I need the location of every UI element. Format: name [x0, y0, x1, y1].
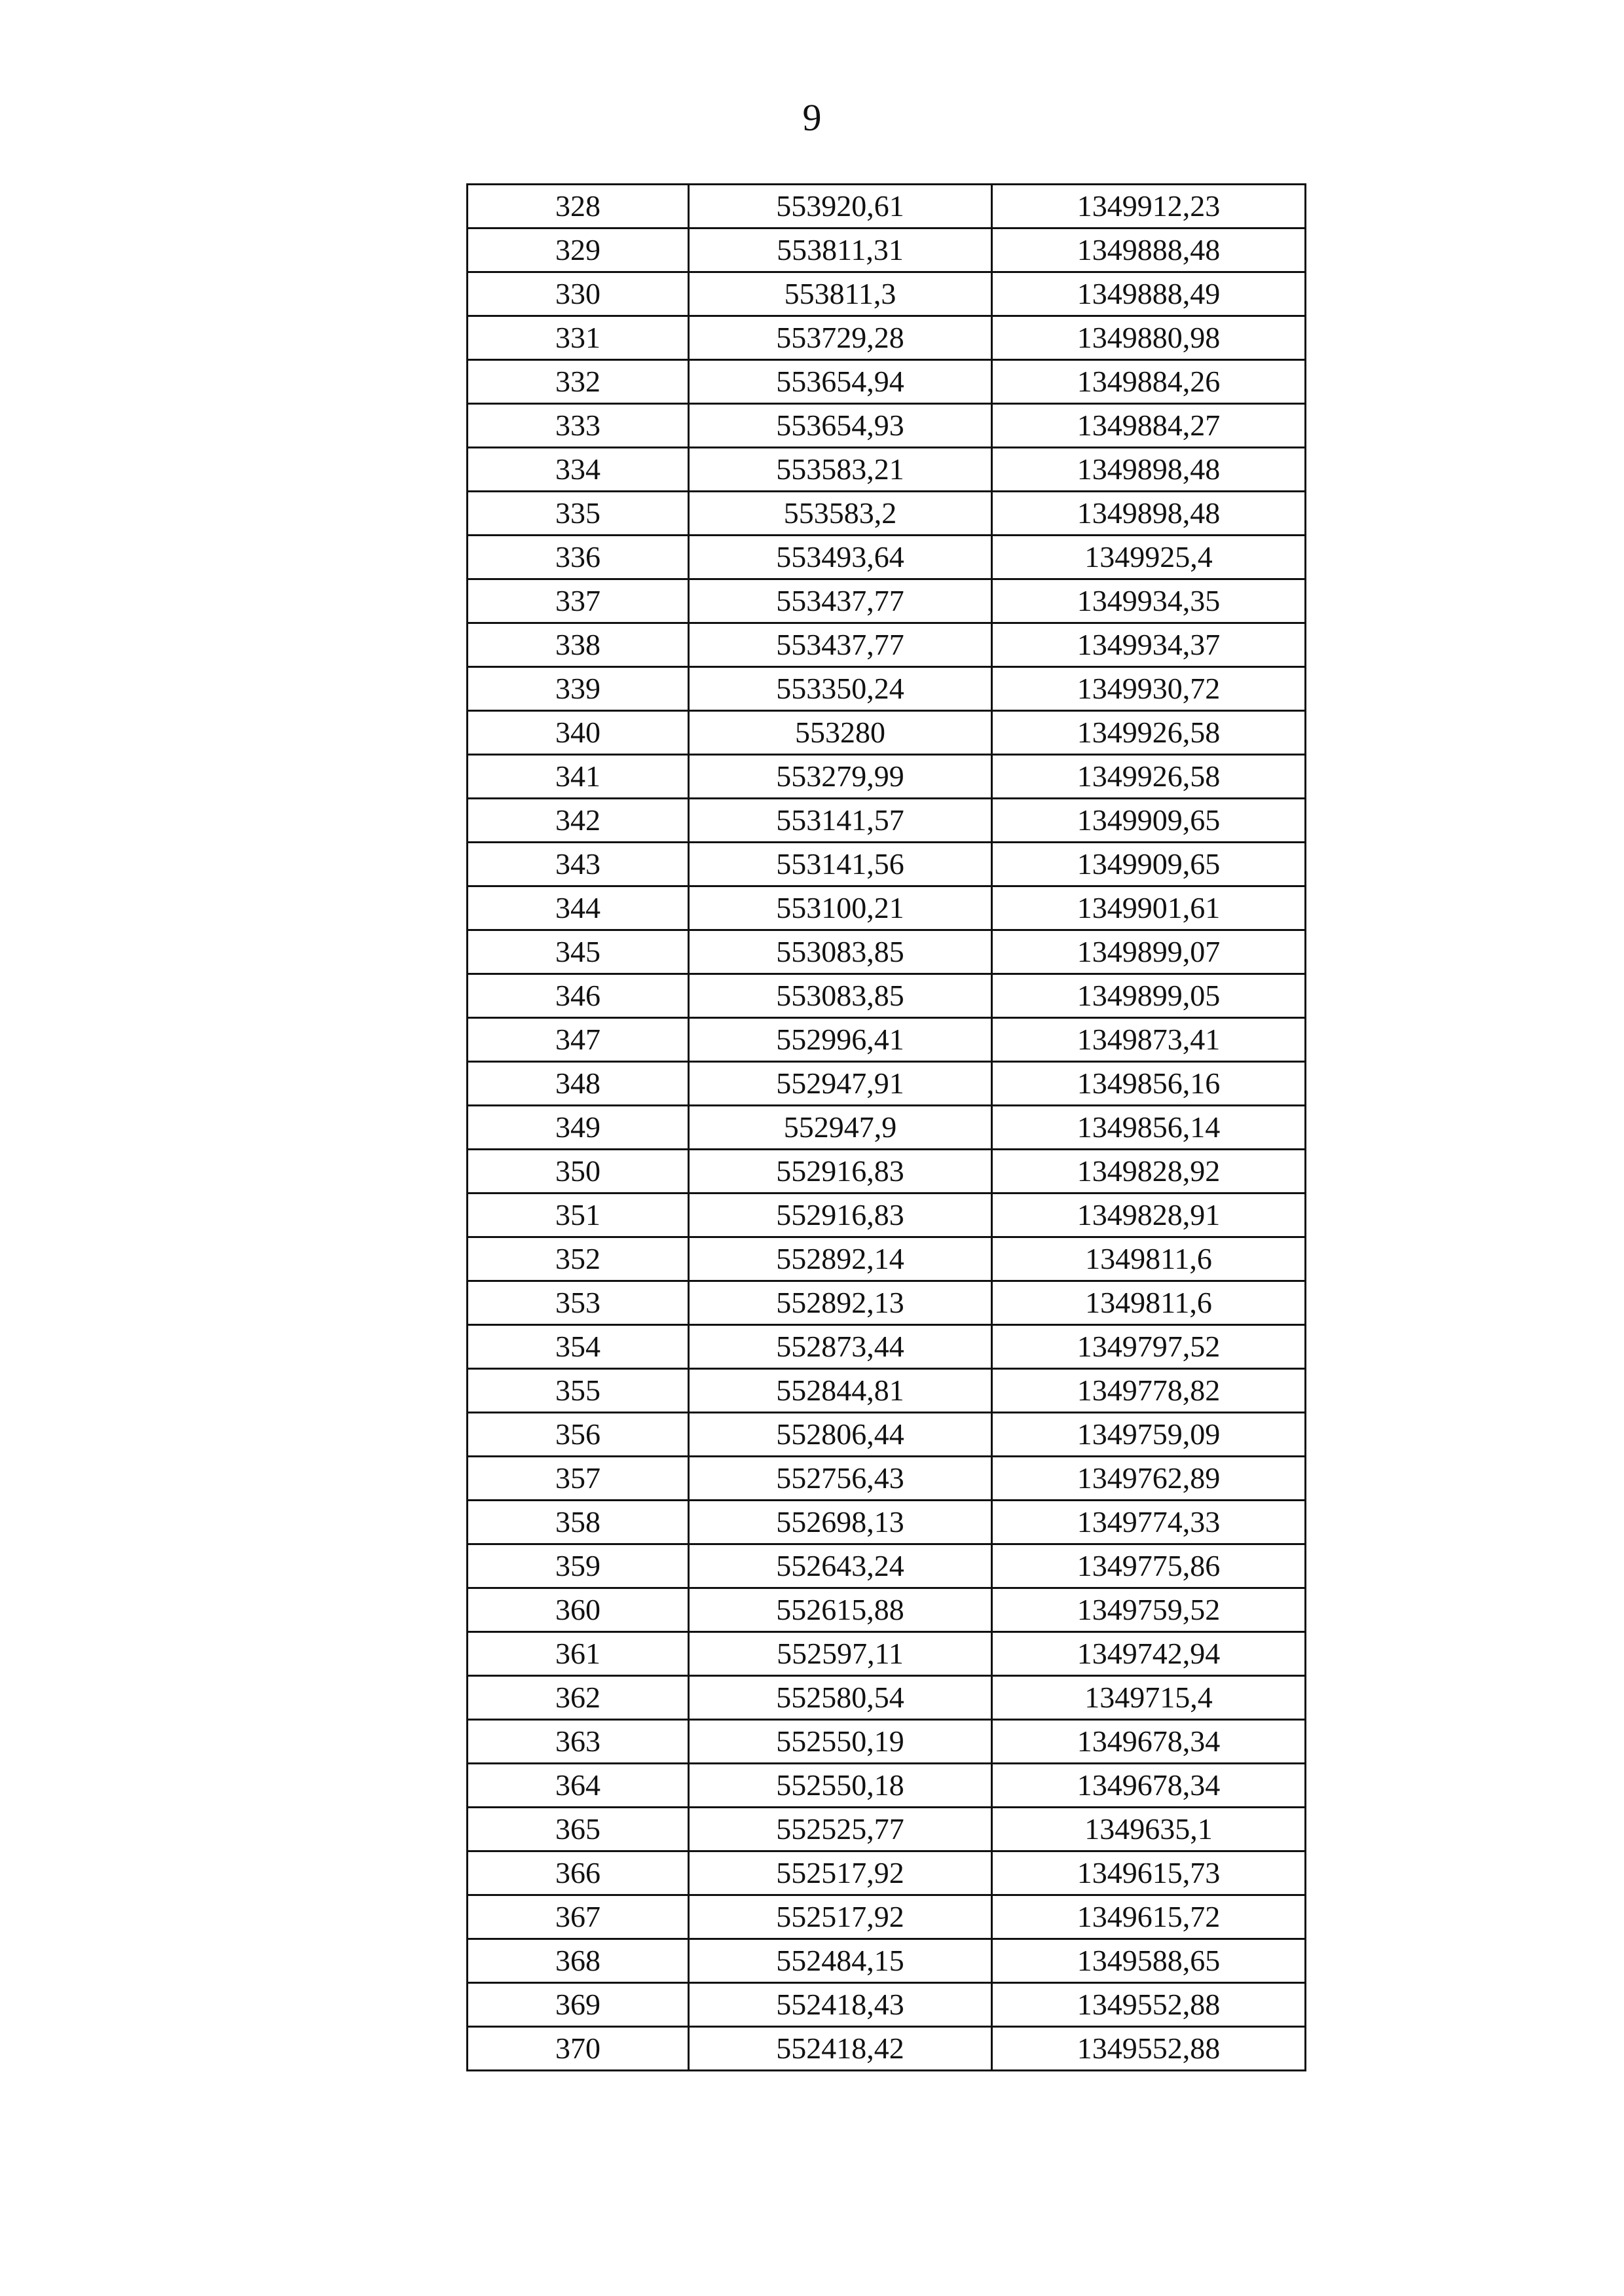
point-number-cell: 370: [468, 2027, 689, 2071]
point-number-cell: 352: [468, 1237, 689, 1281]
y-coordinate-cell: 1349926,58: [992, 755, 1306, 799]
point-number-cell: 358: [468, 1501, 689, 1544]
x-coordinate-cell: 552580,54: [689, 1676, 992, 1720]
table-row: [468, 185, 1306, 228]
point-number-cell: 362: [468, 1676, 689, 1720]
y-coordinate-cell: 1349899,07: [992, 930, 1306, 974]
y-coordinate-cell: 1349880,98: [992, 316, 1306, 360]
point-number-cell: 361: [468, 1632, 689, 1676]
y-coordinate-cell: 1349884,26: [992, 360, 1306, 404]
point-number-cell: 357: [468, 1457, 689, 1501]
table-row: [468, 711, 1306, 755]
x-coordinate-cell: 552996,41: [689, 1018, 992, 1062]
x-coordinate-cell: 553141,57: [689, 799, 992, 843]
point-number-cell: 343: [468, 843, 689, 886]
point-number-cell: 354: [468, 1325, 689, 1369]
x-coordinate-cell: 553583,21: [689, 448, 992, 492]
table-row: [468, 1632, 1306, 1676]
x-coordinate-cell: 553100,21: [689, 886, 992, 930]
table-row: [468, 2027, 1306, 2071]
point-number-cell: 345: [468, 930, 689, 974]
x-coordinate-cell: 552844,81: [689, 1369, 992, 1413]
table-row: [468, 1369, 1306, 1413]
coordinates-table: [466, 183, 1306, 2071]
x-coordinate-cell: 552756,43: [689, 1457, 992, 1501]
y-coordinate-cell: 1349828,92: [992, 1150, 1306, 1194]
x-coordinate-cell: 552418,42: [689, 2027, 992, 2071]
x-coordinate-cell: 552806,44: [689, 1413, 992, 1457]
table-row: [468, 1281, 1306, 1325]
y-coordinate-cell: 1349856,14: [992, 1106, 1306, 1150]
y-coordinate-cell: 1349899,05: [992, 974, 1306, 1018]
x-coordinate-cell: 552615,88: [689, 1588, 992, 1632]
table-row: [468, 579, 1306, 623]
y-coordinate-cell: 1349615,72: [992, 1895, 1306, 1939]
y-coordinate-cell: 1349811,6: [992, 1237, 1306, 1281]
table-row: [468, 316, 1306, 360]
point-number-cell: 331: [468, 316, 689, 360]
point-number-cell: 330: [468, 272, 689, 316]
y-coordinate-cell: 1349856,16: [992, 1062, 1306, 1106]
point-number-cell: 339: [468, 667, 689, 711]
y-coordinate-cell: 1349934,35: [992, 579, 1306, 623]
x-coordinate-cell: 552698,13: [689, 1501, 992, 1544]
y-coordinate-cell: 1349873,41: [992, 1018, 1306, 1062]
x-coordinate-cell: 552550,19: [689, 1720, 992, 1764]
x-coordinate-cell: 553493,64: [689, 536, 992, 579]
x-coordinate-cell: 552597,11: [689, 1632, 992, 1676]
y-coordinate-cell: 1349930,72: [992, 667, 1306, 711]
point-number-cell: 336: [468, 536, 689, 579]
y-coordinate-cell: 1349715,4: [992, 1676, 1306, 1720]
x-coordinate-cell: 552484,15: [689, 1939, 992, 1983]
x-coordinate-cell: 553729,28: [689, 316, 992, 360]
y-coordinate-cell: 1349898,48: [992, 492, 1306, 536]
point-number-cell: 344: [468, 886, 689, 930]
page-number: 9: [802, 96, 822, 139]
table-row: [468, 536, 1306, 579]
table-row: [468, 1895, 1306, 1939]
y-coordinate-cell: 1349552,88: [992, 2027, 1306, 2071]
x-coordinate-cell: 553350,24: [689, 667, 992, 711]
x-coordinate-cell: 553437,77: [689, 623, 992, 667]
point-number-cell: 333: [468, 404, 689, 448]
table-row: [468, 1237, 1306, 1281]
x-coordinate-cell: 553811,3: [689, 272, 992, 316]
x-coordinate-cell: 553279,99: [689, 755, 992, 799]
table-row: [468, 974, 1306, 1018]
point-number-cell: 366: [468, 1851, 689, 1895]
y-coordinate-cell: 1349775,86: [992, 1544, 1306, 1588]
y-coordinate-cell: 1349588,65: [992, 1939, 1306, 1983]
x-coordinate-cell: 552916,83: [689, 1194, 992, 1237]
table-row: [468, 930, 1306, 974]
point-number-cell: 365: [468, 1808, 689, 1851]
x-coordinate-cell: 553920,61: [689, 185, 992, 228]
table-row: [468, 1018, 1306, 1062]
y-coordinate-cell: 1349797,52: [992, 1325, 1306, 1369]
point-number-cell: 351: [468, 1194, 689, 1237]
y-coordinate-cell: 1349615,73: [992, 1851, 1306, 1895]
point-number-cell: 340: [468, 711, 689, 755]
y-coordinate-cell: 1349759,09: [992, 1413, 1306, 1457]
y-coordinate-cell: 1349811,6: [992, 1281, 1306, 1325]
point-number-cell: 359: [468, 1544, 689, 1588]
table-row: [468, 1808, 1306, 1851]
x-coordinate-cell: 553083,85: [689, 930, 992, 974]
table-row: [468, 1676, 1306, 1720]
table-row: [468, 360, 1306, 404]
x-coordinate-cell: 552916,83: [689, 1150, 992, 1194]
table-row: [468, 1501, 1306, 1544]
x-coordinate-cell: 552418,43: [689, 1983, 992, 2027]
y-coordinate-cell: 1349912,23: [992, 185, 1306, 228]
point-number-cell: 367: [468, 1895, 689, 1939]
point-number-cell: 341: [468, 755, 689, 799]
y-coordinate-cell: 1349762,89: [992, 1457, 1306, 1501]
x-coordinate-cell: 553083,85: [689, 974, 992, 1018]
point-number-cell: 337: [468, 579, 689, 623]
point-number-cell: 334: [468, 448, 689, 492]
table-row: [468, 1062, 1306, 1106]
table-row: [468, 1194, 1306, 1237]
y-coordinate-cell: 1349884,27: [992, 404, 1306, 448]
table-row: [468, 886, 1306, 930]
x-coordinate-cell: 553280: [689, 711, 992, 755]
table-row: [468, 1983, 1306, 2027]
point-number-cell: 350: [468, 1150, 689, 1194]
table-row: [468, 1588, 1306, 1632]
point-number-cell: 335: [468, 492, 689, 536]
x-coordinate-cell: 553141,56: [689, 843, 992, 886]
point-number-cell: 332: [468, 360, 689, 404]
point-number-cell: 329: [468, 228, 689, 272]
point-number-cell: 338: [468, 623, 689, 667]
point-number-cell: 349: [468, 1106, 689, 1150]
point-number-cell: 346: [468, 974, 689, 1018]
y-coordinate-cell: 1349898,48: [992, 448, 1306, 492]
table-row: [468, 623, 1306, 667]
x-coordinate-cell: 552643,24: [689, 1544, 992, 1588]
point-number-cell: 353: [468, 1281, 689, 1325]
table-row: [468, 1764, 1306, 1808]
y-coordinate-cell: 1349926,58: [992, 711, 1306, 755]
y-coordinate-cell: 1349635,1: [992, 1808, 1306, 1851]
table-row: [468, 1720, 1306, 1764]
y-coordinate-cell: 1349759,52: [992, 1588, 1306, 1632]
x-coordinate-cell: 553437,77: [689, 579, 992, 623]
table-row: [468, 755, 1306, 799]
point-number-cell: 342: [468, 799, 689, 843]
table-row: [468, 667, 1306, 711]
y-coordinate-cell: 1349934,37: [992, 623, 1306, 667]
y-coordinate-cell: 1349888,49: [992, 272, 1306, 316]
y-coordinate-cell: 1349552,88: [992, 1983, 1306, 2027]
table-row: [468, 1851, 1306, 1895]
table-row: [468, 843, 1306, 886]
point-number-cell: 328: [468, 185, 689, 228]
x-coordinate-cell: 552892,13: [689, 1281, 992, 1325]
coordinates-table-body: [468, 185, 1306, 2071]
point-number-cell: 364: [468, 1764, 689, 1808]
table-row: [468, 1106, 1306, 1150]
y-coordinate-cell: 1349901,61: [992, 886, 1306, 930]
table-row: [468, 1325, 1306, 1369]
point-number-cell: 368: [468, 1939, 689, 1983]
x-coordinate-cell: 553654,94: [689, 360, 992, 404]
x-coordinate-cell: 553583,2: [689, 492, 992, 536]
x-coordinate-cell: 552525,77: [689, 1808, 992, 1851]
point-number-cell: 347: [468, 1018, 689, 1062]
table-row: [468, 1413, 1306, 1457]
point-number-cell: 360: [468, 1588, 689, 1632]
point-number-cell: 355: [468, 1369, 689, 1413]
y-coordinate-cell: 1349888,48: [992, 228, 1306, 272]
y-coordinate-cell: 1349678,34: [992, 1720, 1306, 1764]
point-number-cell: 356: [468, 1413, 689, 1457]
x-coordinate-cell: 552517,92: [689, 1851, 992, 1895]
y-coordinate-cell: 1349925,4: [992, 536, 1306, 579]
x-coordinate-cell: 553654,93: [689, 404, 992, 448]
table-row: [468, 404, 1306, 448]
table-row: [468, 492, 1306, 536]
y-coordinate-cell: 1349774,33: [992, 1501, 1306, 1544]
x-coordinate-cell: 552550,18: [689, 1764, 992, 1808]
table-row: [468, 1939, 1306, 1983]
x-coordinate-cell: 552892,14: [689, 1237, 992, 1281]
x-coordinate-cell: 552517,92: [689, 1895, 992, 1939]
point-number-cell: 363: [468, 1720, 689, 1764]
y-coordinate-cell: 1349742,94: [992, 1632, 1306, 1676]
table-row: [468, 1457, 1306, 1501]
y-coordinate-cell: 1349678,34: [992, 1764, 1306, 1808]
table-row: [468, 448, 1306, 492]
table-row: [468, 228, 1306, 272]
x-coordinate-cell: 552873,44: [689, 1325, 992, 1369]
x-coordinate-cell: 552947,91: [689, 1062, 992, 1106]
y-coordinate-cell: 1349909,65: [992, 799, 1306, 843]
table-row: [468, 1544, 1306, 1588]
point-number-cell: 369: [468, 1983, 689, 2027]
point-number-cell: 348: [468, 1062, 689, 1106]
y-coordinate-cell: 1349828,91: [992, 1194, 1306, 1237]
table-row: [468, 272, 1306, 316]
y-coordinate-cell: 1349909,65: [992, 843, 1306, 886]
table-row: [468, 1150, 1306, 1194]
x-coordinate-cell: 553811,31: [689, 228, 992, 272]
table-row: [468, 799, 1306, 843]
y-coordinate-cell: 1349778,82: [992, 1369, 1306, 1413]
x-coordinate-cell: 552947,9: [689, 1106, 992, 1150]
